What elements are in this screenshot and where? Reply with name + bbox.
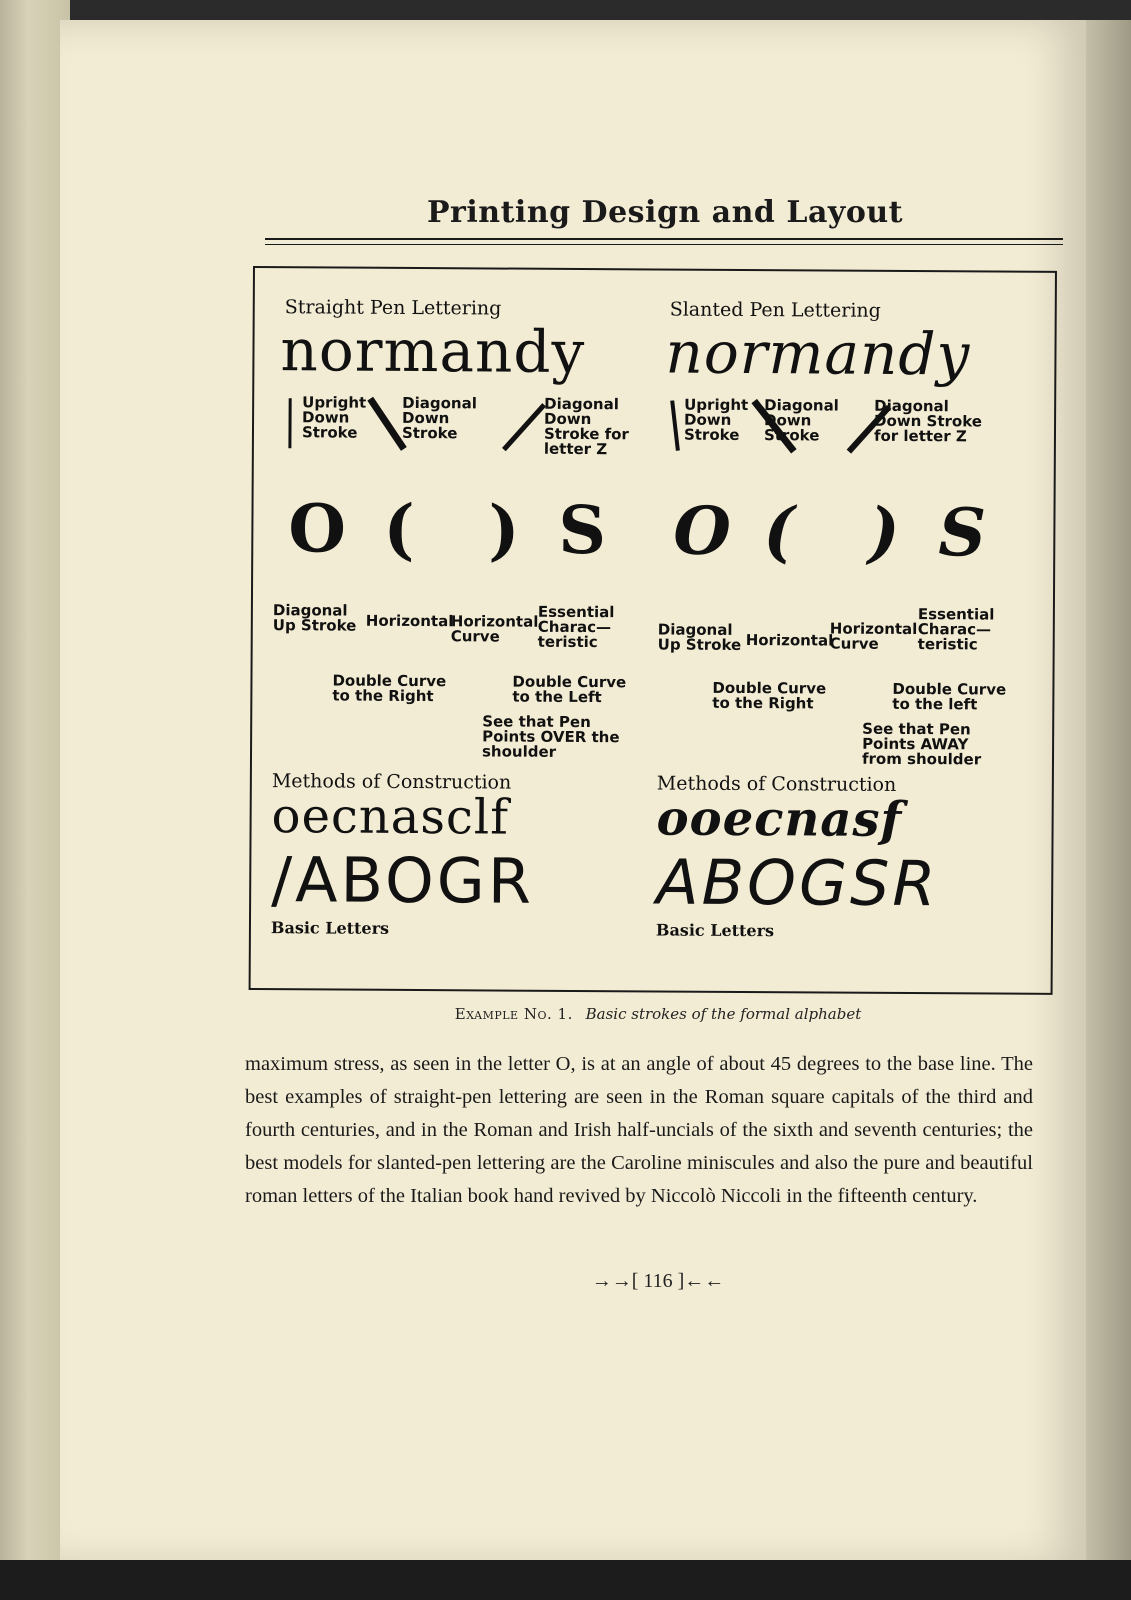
curve-glyph-o: O	[288, 489, 347, 568]
diagonal-z-stroke-mark	[504, 405, 544, 450]
slanted-horizontal-curve-label: Horizontal Curve	[829, 619, 918, 653]
curve-glyph-right: )	[488, 490, 520, 569]
diagonal-down-stroke-label: Diagonal Down Stroke	[401, 393, 477, 443]
slanted-curve-glyph-right: )	[868, 492, 900, 571]
caption-text: Basic strokes of the formal alphabet	[585, 1005, 862, 1023]
curve-glyph-left: (	[383, 489, 415, 568]
slanted-basic-letters-label: Basic Letters	[655, 920, 775, 941]
slanted-horizontal-label: Horizontal	[745, 631, 834, 650]
background-shadow	[0, 1560, 1131, 1600]
slanted-methods-of-construction-label: Methods of Construction	[656, 772, 897, 796]
upright-down-stroke-label: Upright Down Stroke	[301, 393, 367, 442]
slanted-construction-letters: ooecnasf	[656, 790, 903, 848]
basic-letters-sample: /ABOGR	[271, 843, 535, 918]
slanted-double-curve-right-label: Double Curve to the Right	[712, 678, 827, 713]
caption-lead: Example No. 1.	[454, 1005, 573, 1023]
straight-pen-title: Straight Pen Lettering	[284, 296, 502, 320]
curve-glyph-s: S	[558, 490, 607, 570]
diagonal-up-stroke-label: Diagonal Up Stroke	[272, 601, 357, 635]
essential-characteristic-label: Essential Charac—teristic	[537, 602, 615, 652]
slanted-curve-glyph-o: O	[673, 491, 732, 570]
header-rule	[265, 238, 1063, 240]
figure-caption	[253, 1005, 1063, 1023]
horizontal-label: Horizontal	[365, 611, 454, 631]
curve-strokes-row	[283, 489, 643, 575]
slanted-curve-strokes-row	[668, 491, 1028, 578]
slanted-curve-glyph-left: (	[763, 492, 795, 571]
basic-letters-label: Basic Letters	[270, 918, 390, 938]
slanted-diagonal-down-stroke-label: Diagonal Down Stroke	[763, 396, 839, 445]
slanted-basic-letters-sample: ABOGSR	[656, 845, 939, 921]
straight-pen-column	[271, 268, 655, 990]
straight-pen-sample-word: normandy	[280, 316, 586, 387]
running-head: Printing Design and Layout	[427, 195, 903, 230]
slanted-pen-points-note: See that Pen Points AWAY from shoulder	[861, 719, 982, 769]
slanted-curve-glyph-s: S	[938, 493, 987, 572]
slanted-diagonal-z-stroke-label: Diagonal Down Stroke for letter Z	[873, 396, 983, 446]
facing-page-edge	[1086, 20, 1131, 1565]
slanted-essential-characteristic-label: Essential Charac—teristic	[917, 605, 995, 654]
slanted-diagonal-up-stroke-label: Diagonal Up Stroke	[657, 620, 742, 654]
double-curve-right-label: Double Curve to the Right	[332, 671, 447, 706]
horizontal-curve-label: Horizontal Curve	[450, 612, 539, 646]
slanted-pen-sample-word: normandy	[665, 318, 971, 389]
slanted-upright-down-stroke-label: Upright Down Stroke	[683, 395, 749, 444]
slanted-upright-stroke-arrow	[672, 401, 678, 451]
pen-points-note: See that Pen Points OVER the shoulder	[481, 712, 620, 761]
construction-letters: oecnasclf	[271, 788, 510, 846]
figure-frame	[249, 266, 1057, 995]
diagonal-z-stroke-label: Diagonal Down Stroke for letter Z	[543, 394, 629, 459]
slanted-pen-column	[656, 270, 1040, 992]
slanted-double-curve-left-label: Double Curve to the left	[892, 679, 1007, 714]
double-curve-left-label: Double Curve to the Left	[512, 672, 627, 707]
slanted-pen-title: Slanted Pen Lettering	[669, 298, 881, 322]
page-number: →→[ 116 ]←←	[591, 1270, 725, 1292]
methods-of-construction-label: Methods of Construction	[271, 770, 512, 794]
header-rule-thin	[265, 244, 1063, 245]
diagonal-stroke-mark	[370, 399, 404, 449]
body-paragraph: maximum stress, as seen in the letter O, is at an angle of about 45 degrees to the base line. The best examples of straight-pen lettering are seen in the Roman square capitals of the third and fourth centuries, and in the Roman and Irish half-uncials of the sixth and seventh centuries; the best models for slanted-pen lettering are the Caroline miniscules and also the pure and beautiful roman letters of the Italian book hand revived by Niccolò Niccoli in the fifteenth century.	[245, 1053, 1033, 1207]
